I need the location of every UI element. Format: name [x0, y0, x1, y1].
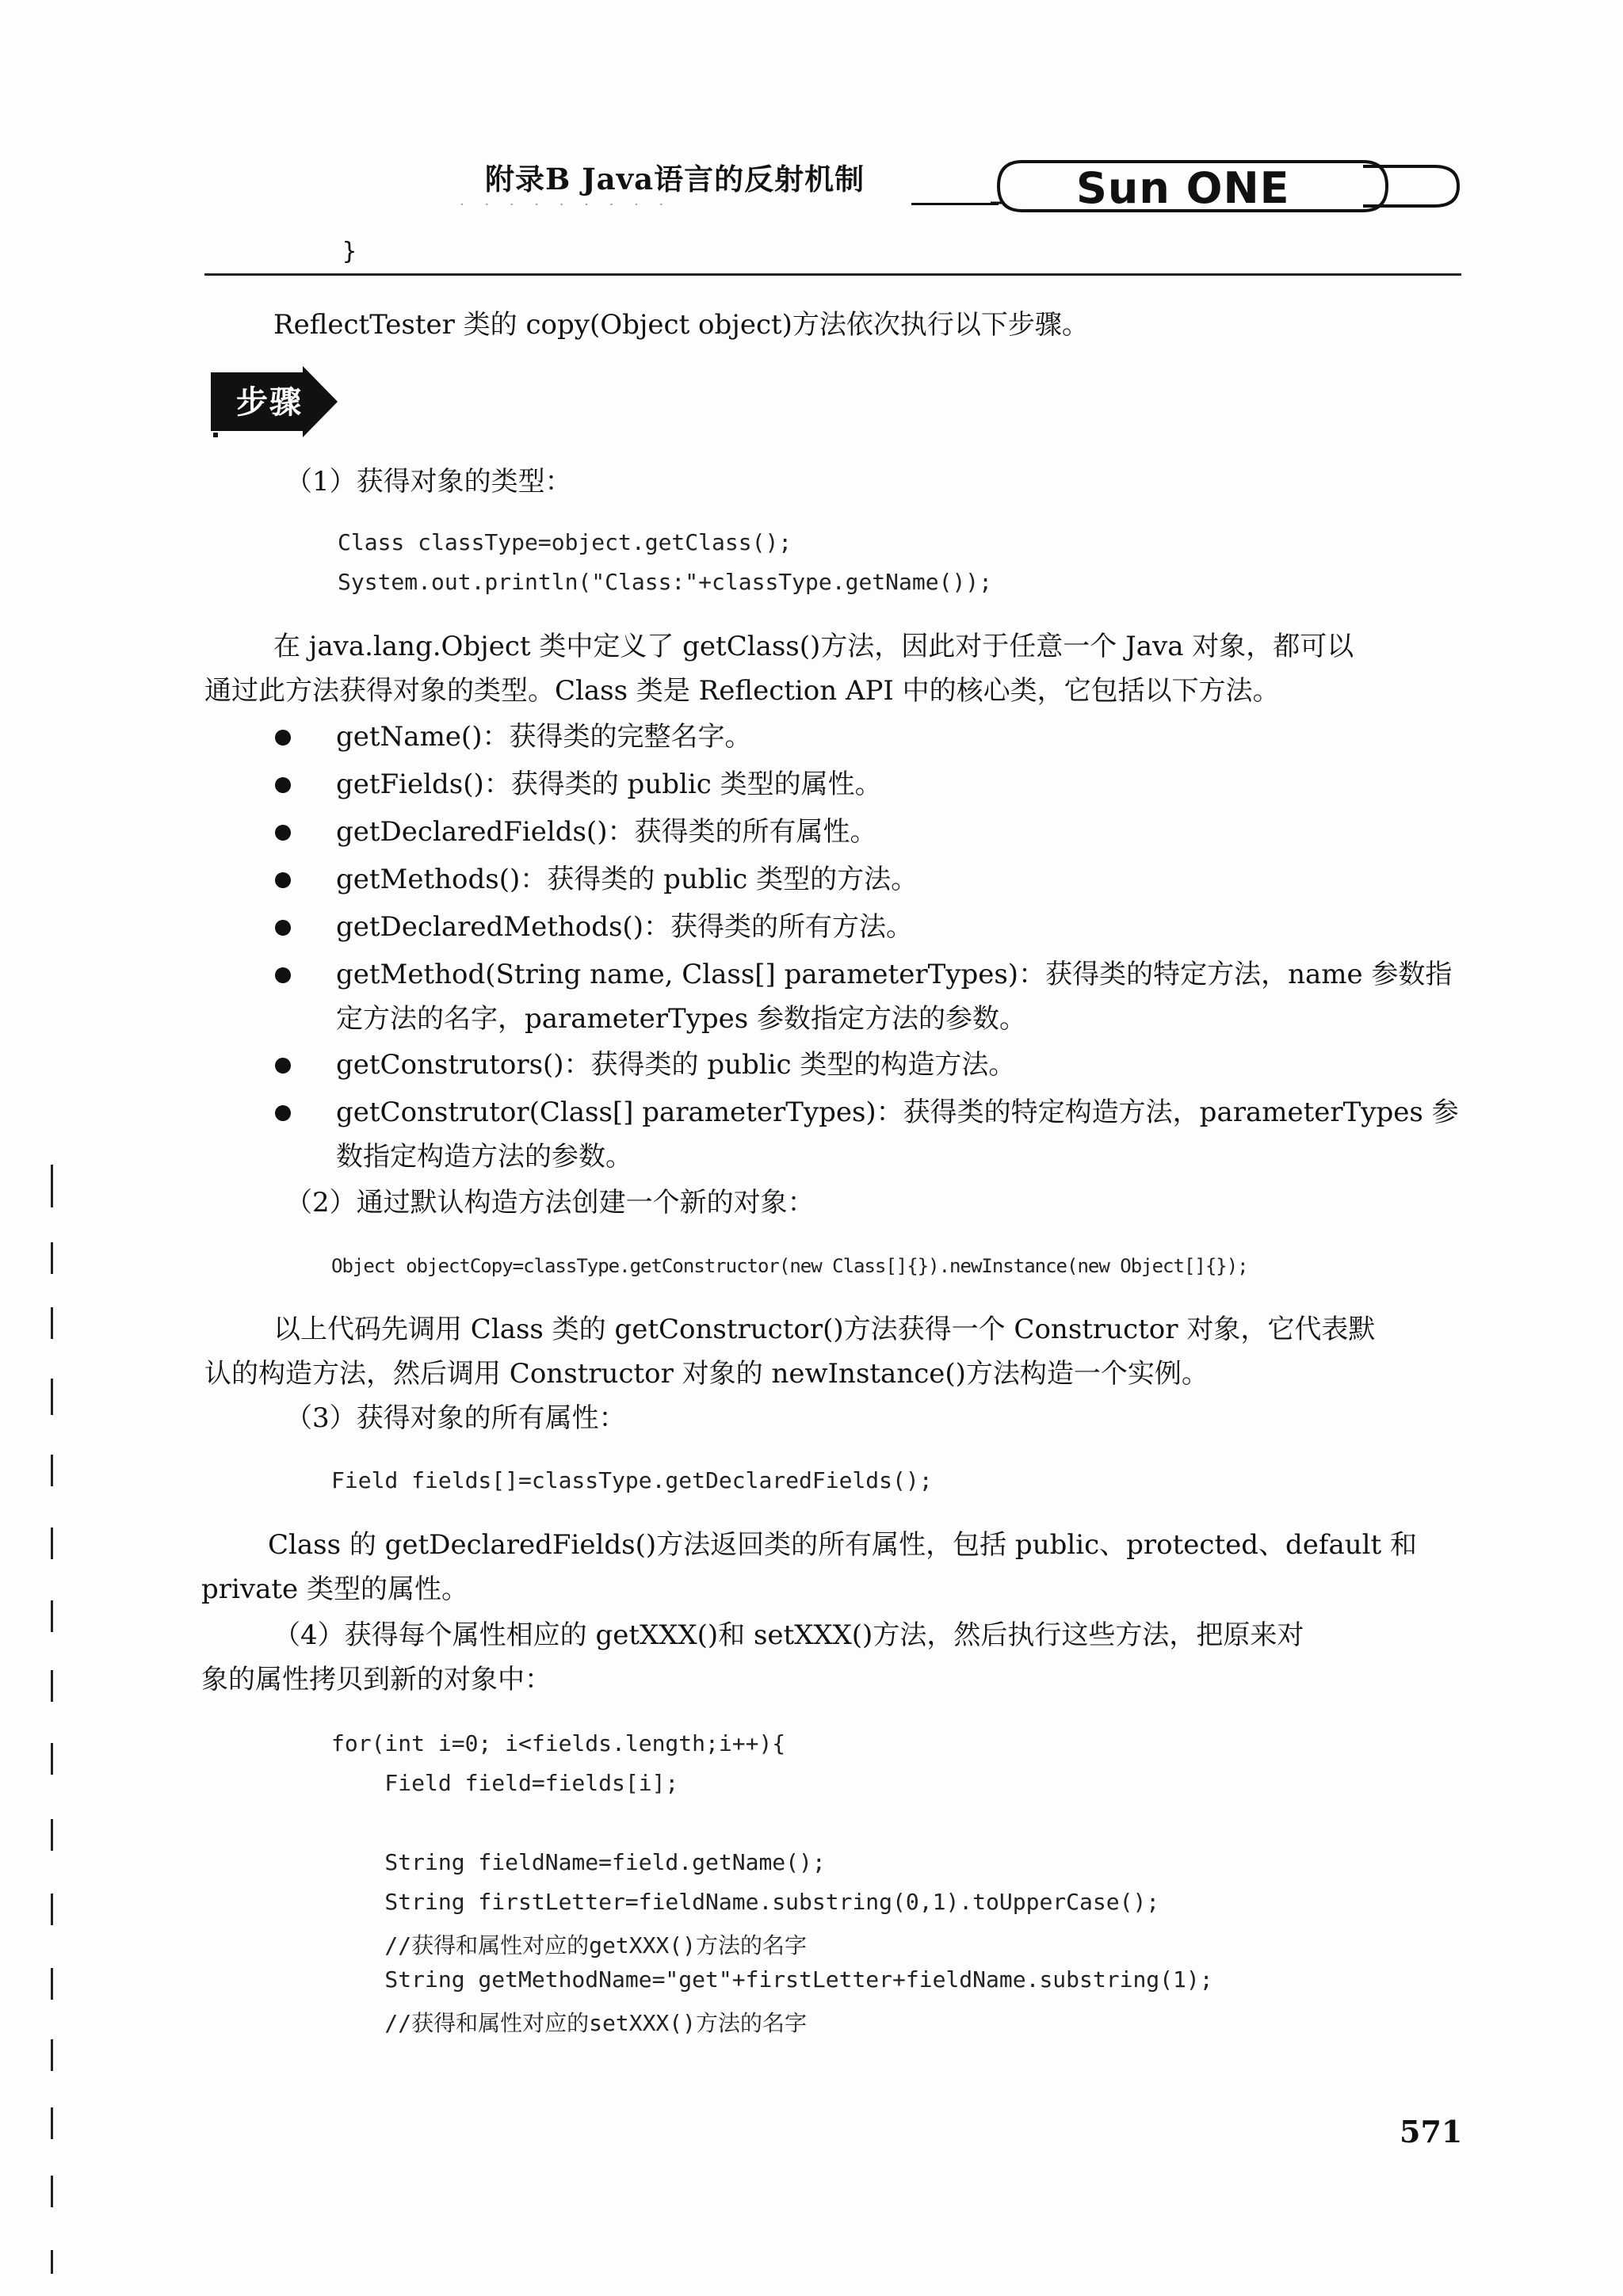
para2-line: 认的构造方法，然后调用 Constructor 对象的 newInstance()方法构造一个实例。 [204, 1358, 1209, 1390]
bullet-text: getMethods()：获得类的 public 类型的方法。 [336, 864, 918, 895]
margin-mark [51, 1307, 53, 1339]
intro-text: ReflectTester 类的 copy(Object object)方法依次执行以下步骤。 [273, 309, 1089, 341]
step4-heading-line: （4）获得每个属性相应的 getXXX()和 setXXX()方法，然后执行这些方法，把原来对 [273, 1619, 1304, 1651]
margin-mark [51, 2176, 53, 2207]
bullet-dot [275, 777, 291, 793]
header-print-noise: · · · · · · · · · [460, 196, 672, 213]
step3-code-line: Field fields[]=classType.getDeclaredFields(); [331, 1467, 933, 1493]
bullet-dot [275, 967, 291, 983]
para3-line: private 类型的属性。 [201, 1573, 468, 1605]
bullet-dot [275, 872, 291, 888]
bullet-text: getFields()：获得类的 public 类型的属性。 [336, 769, 882, 800]
step4-code-line: String fieldName=field.getName(); [331, 1849, 826, 1875]
step-badge-label: 步骤 [236, 384, 303, 421]
logo-text: Sun ONE [1076, 163, 1290, 213]
step2-heading: （2）通过默认构造方法创建一个新的对象： [285, 1187, 815, 1219]
bullet-text: getDeclaredMethods()：获得类的所有方法。 [336, 911, 913, 943]
step1-code-line: Class classType=object.getClass(); [338, 529, 792, 555]
bullet-text: getMethod(String name, Class[] parameterTypes)：获得类的特定方法，name 参数指 [336, 959, 1453, 990]
bullet-dot [275, 730, 291, 746]
closing-brace: } [342, 238, 357, 265]
step4-heading-line: 象的属性拷贝到新的对象中： [201, 1664, 552, 1695]
step4-code-comment: //获得和属性对应的getXXX()方法的名字 [331, 1932, 808, 1958]
margin-mark [51, 1819, 53, 1851]
header-rule [204, 273, 1461, 276]
margin-mark [51, 1600, 53, 1632]
step4-code-line: Field field=fields[i]; [331, 1770, 679, 1796]
margin-mark [51, 1455, 53, 1486]
bullet-text-continued: 数指定构造方法的参数。 [336, 1141, 632, 1173]
para2-line: 以上代码先调用 Class 类的 getConstructor()方法获得一个 Constructor 对象，它代表默 [273, 1314, 1376, 1345]
margin-mark [51, 1743, 53, 1775]
step4-code-comment: //获得和属性对应的setXXX()方法的名字 [331, 2010, 808, 2036]
step1-code-line: System.out.println("Class:"+classType.getName()); [338, 569, 993, 595]
bullet-text: getName()：获得类的完整名字。 [336, 721, 752, 753]
header-connector-line [911, 203, 999, 205]
margin-mark [51, 1527, 53, 1559]
bullet-text: getConstrutor(Class[] parameterTypes)：获得类的特定构造方法，parameterTypes 参 [336, 1097, 1459, 1128]
step3-heading: （3）获得对象的所有属性： [285, 1402, 626, 1434]
margin-mark [51, 1968, 53, 2000]
page-number: 571 [1400, 2114, 1463, 2149]
margin-mark [51, 1242, 53, 1274]
para3-line: Class 的 getDeclaredFields()方法返回类的所有属性，包括 public、protected、default 和 [268, 1529, 1417, 1561]
sun-one-logo [991, 155, 1463, 217]
step-badge [208, 366, 341, 437]
margin-mark [51, 1894, 53, 1925]
bullet-dot [275, 825, 291, 841]
margin-mark [51, 1165, 53, 1207]
para1-line: 在 java.lang.Object 类中定义了 getClass()方法，因此对于任意一个 Java 对象，都可以 [273, 631, 1354, 662]
bullet-dot [275, 1058, 291, 1074]
step4-code-line: String firstLetter=fieldName.substring(0,1).toUpperCase(); [331, 1889, 1160, 1915]
margin-mark [51, 2039, 53, 2071]
margin-mark [51, 2107, 53, 2139]
bullet-dot [275, 920, 291, 936]
para1-line: 通过此方法获得对象的类型。Class 类是 Reflection API 中的核心类，它包括以下方法。 [204, 675, 1280, 707]
bullet-dot [275, 1105, 291, 1121]
margin-mark [51, 1670, 53, 1702]
bullet-text: getConstrutors()：获得类的 public 类型的构造方法。 [336, 1049, 1016, 1081]
section-title: 附录B Java语言的反射机制 [485, 162, 865, 196]
step1-heading: （1）获得对象的类型： [285, 466, 572, 498]
margin-mark [51, 1379, 53, 1415]
step4-code-line: String getMethodName="get"+firstLetter+fieldName.substring(1); [331, 1966, 1213, 1993]
step2-code-line: Object objectCopy=classType.getConstructor(new Class[]{}).newInstance(new Object[]{}); [331, 1255, 1248, 1277]
step4-code-line: for(int i=0; i<fields.length;i++){ [331, 1730, 786, 1756]
bullet-text-continued: 定方法的名字，parameterTypes 参数指定方法的参数。 [336, 1003, 1026, 1035]
margin-mark [51, 2250, 53, 2274]
bullet-text: getDeclaredFields()：获得类的所有属性。 [336, 816, 877, 848]
